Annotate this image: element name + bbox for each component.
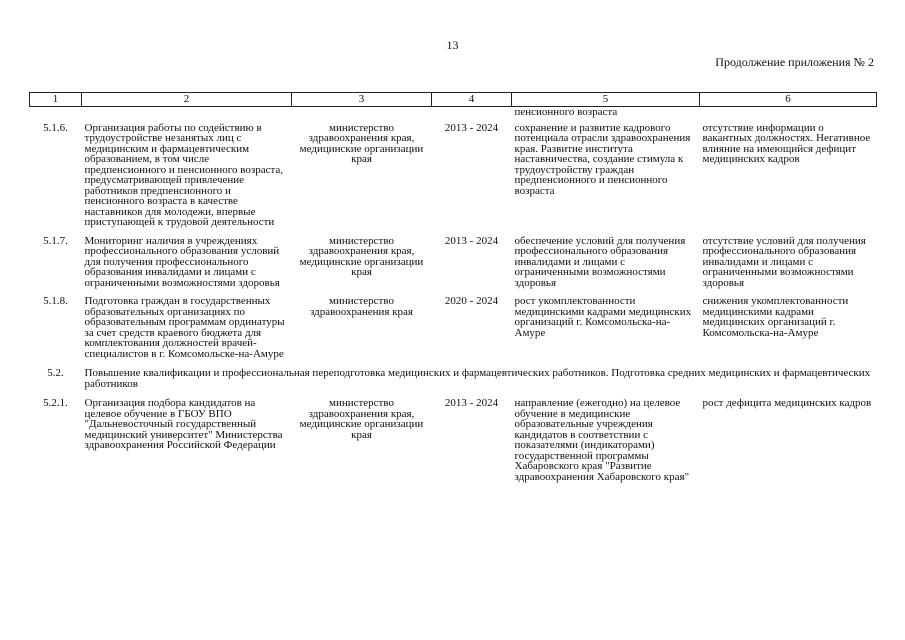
- activity-cell: Мониторинг наличия в учреждениях профессионального образования условий для получения профессионального образования инвалидами и лицами с ограниченными возможностями здоровья: [84, 234, 280, 289]
- table-row: [30, 118, 877, 231]
- page-number: 13: [446, 38, 459, 52]
- header-cell: 5: [512, 93, 700, 107]
- result-cell: рост укомплектованности медицинскими кадрами медицинских организаций г. Комсомольска-на-Амуре: [514, 295, 692, 339]
- period-cell: 2013 - 2024: [444, 121, 499, 134]
- risk-cell: снижения укомплектованности медицинскими кадрами медицинских организаций г. Комсомольска-на-Амуре: [702, 295, 849, 339]
- result-cell: направление (ежегодно) на целевое обучение в медицинские образовательные учреждения кандидатов в соответствии с показателями (индикаторами) государственной программы Хабаровского края "Развитие здравоохранения Хабаровского края": [514, 397, 690, 483]
- activity-cell: Организация подбора кандидатов на целевое обучение в ГБОУ ВПО "Дальневосточный государственный медицинский университет" Министерства здравоохранения Российской Федерации: [84, 397, 283, 451]
- header-row: [30, 93, 877, 107]
- result-cell: обеспечение условий для получения профессионального образования инвалидами и лицами с ограниченными возможностями здоровья: [514, 234, 686, 289]
- result-cell: сохранение и развитие кадрового потенциала отрасли здравоохранения края. Развитие института наставничества, создание стимула к трудоустройству граждан предпенсионного и пенсионного возраста: [514, 121, 691, 197]
- section-title: Повышение квалификации и профессиональная переподготовка медицинских и фармацевтических работников. Подготовка средних медицинских и фармацевтических работников: [84, 367, 871, 390]
- table-row: [30, 291, 877, 362]
- period-cell: 2013 - 2024: [444, 397, 499, 409]
- table-row: [30, 393, 877, 485]
- program-table: [29, 92, 877, 485]
- row-number: 5.1.6.: [43, 121, 68, 134]
- header-cell: 2: [82, 93, 292, 107]
- carryover-row: [30, 107, 877, 118]
- period-cell: 2013 - 2024: [444, 234, 499, 247]
- header-cell: 4: [432, 93, 512, 107]
- section-number: 5.2.: [47, 367, 64, 379]
- row-number: 5.2.1.: [43, 397, 68, 409]
- section-row: [30, 362, 877, 393]
- header-cell: 3: [292, 93, 432, 107]
- row-number: 5.1.7.: [43, 234, 68, 247]
- risk-cell: рост дефицита медицинских кадров: [702, 397, 872, 409]
- appendix-continuation: Продолжение приложения № 2: [715, 55, 874, 69]
- header-cell: 6: [700, 93, 877, 107]
- activity-cell: Организация работы по содействию в трудоустройстве незанятых лиц с медицинским и фармацевтическим образованием, в том числе предпенсионного и пенсионного возраста, предусматривающей привлечение работников предпенсионного и пенсионного возраста в качестве наставников для молодежи, впервые приступающей к трудовой деятельности: [84, 121, 284, 228]
- executor-cell: министерство здравоохранения края: [310, 295, 413, 318]
- risk-cell: отсутствие информации о вакантных должностях. Негативное влияние на имеющийся дефицит медицинских кадров: [702, 121, 871, 165]
- period-cell: 2020 - 2024: [444, 295, 499, 307]
- activity-cell: Подготовка граждан в государственных образовательных организациях по образовательным программам ординатуры за счет средств краевого бюджета для комплектования должностей врачей-специалистов в г. Комсомольске-на-Амуре: [84, 295, 285, 360]
- executor-cell: министерство здравоохранения края, медицинские организации края: [299, 397, 424, 441]
- executor-cell: министерство здравоохранения края, медицинские организации края: [299, 234, 424, 278]
- row-number: 5.1.8.: [43, 295, 68, 307]
- executor-cell: министерство здравоохранения края, медицинские организации края: [299, 121, 424, 165]
- header-cell: 1: [30, 93, 82, 107]
- table-row: [30, 231, 877, 292]
- risk-cell: отсутствие условий для получения профессионального образования инвалидами и лицами с ограниченными возможностями здоровья: [702, 234, 866, 289]
- carryover-text: пенсионного возраста: [514, 106, 618, 118]
